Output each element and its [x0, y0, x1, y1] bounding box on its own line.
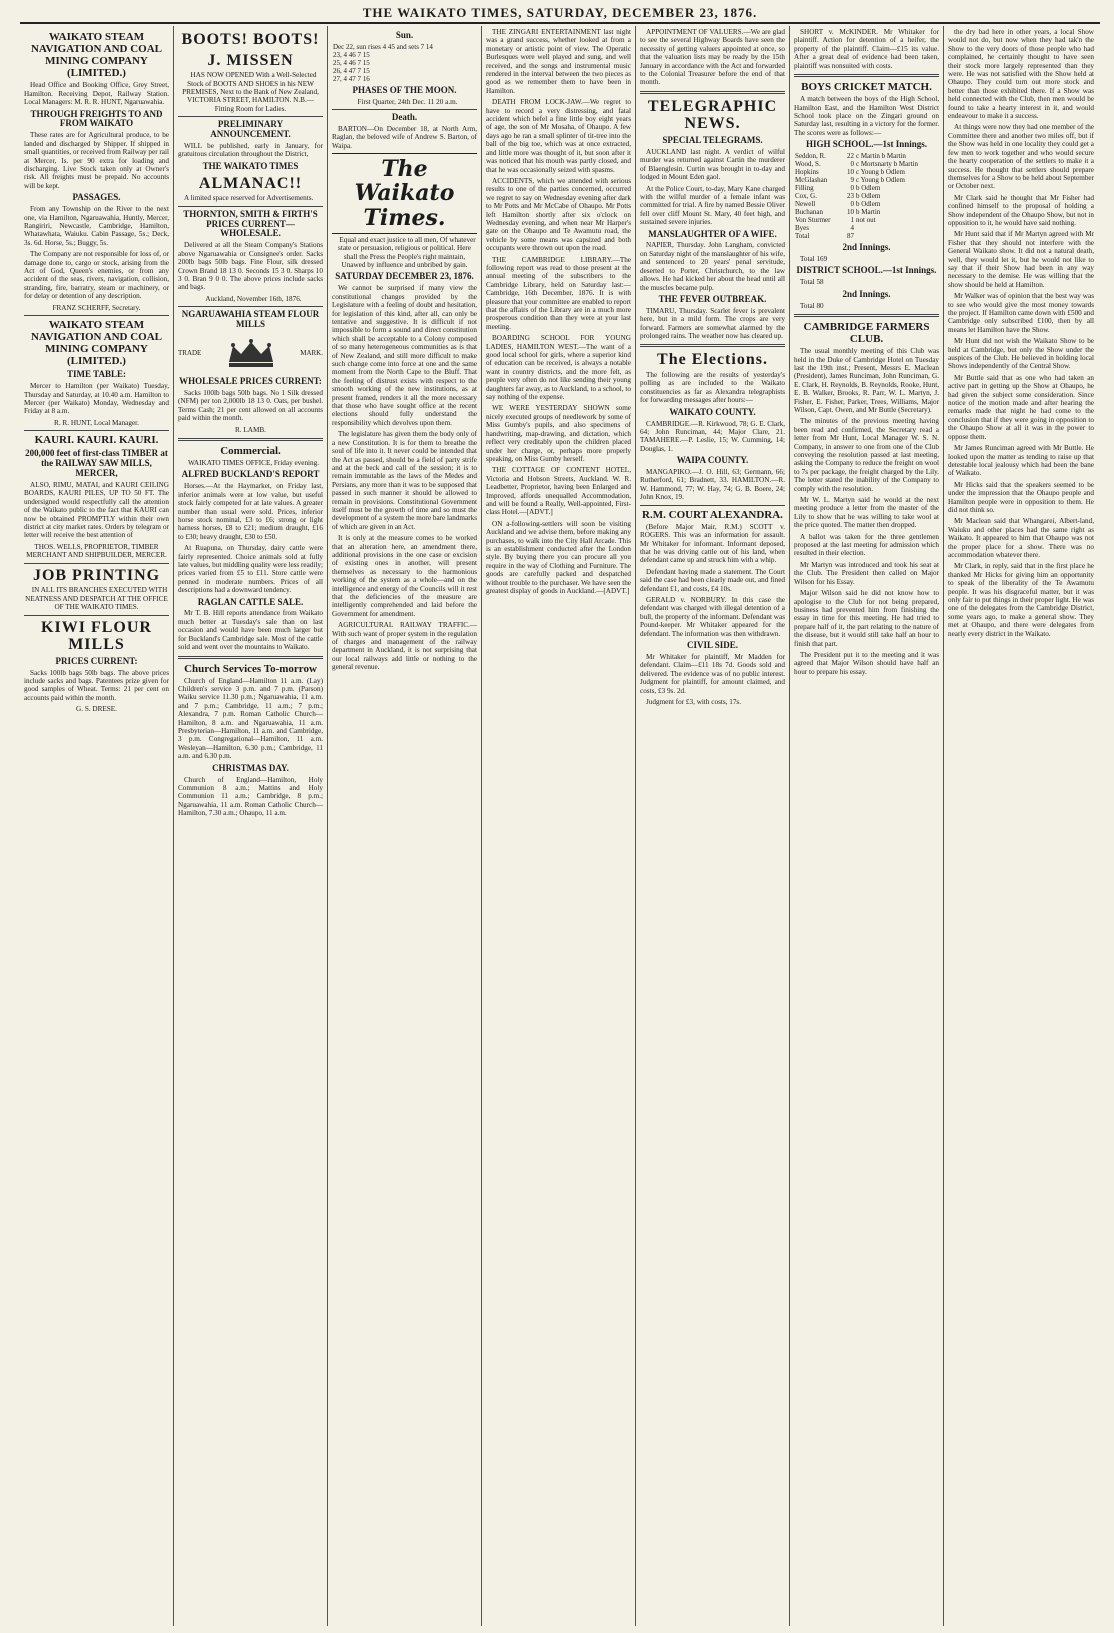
- editorial-paragraph: The legislature has given them the body only of a new Constitution. It is for them to breathe the soul of life into it. It never could be intended that the Act as passed, should be a field of party strife and at the beck and call of the session; it is to remain immutable as the laws of the Medes and Persians, any more than it was to be supposed that passed in such manner it should be allowed to remain in provisions. Constitutional Government itself must be the growth of time and so must the development of a system the more bare landmarks of which are given in an Act.: [332, 430, 477, 531]
- advert-text: HAS NOW OPENED With a Well-Selected Stock of BOOTS AND SHOES in his NEW PREMISES, Next to the Bank of New Zealand, VICTORIA STREET, HAMILTON. N.B.—Fitting Room for Ladies.: [182, 71, 319, 113]
- advert-heading-wholesale: WHOLESALE PRICES CURRENT:: [179, 376, 322, 386]
- article-paragraph: Major Wilson said he did not know how to apologise to the Club for not being prepared, business had prevented him from finishing the essay in time for this meeting. He had tried to prepare half of it, the part relating to the nature of the disease, but it would still take half an hour to finish that part.: [794, 589, 939, 648]
- section-heading-church: Church Services To-morrow: [184, 662, 317, 675]
- crown-crest-icon: [221, 336, 281, 370]
- sun-cell: 25, 4 46 7 15: [333, 58, 370, 67]
- article-paragraph: The following are the results of yesterday's polling as are included to the Waikato constituencies as far as Alexandra telegraphists for forwarding messages after hours:—: [640, 371, 785, 405]
- article-paragraph: Mr Hicks said that the speakers seemed to be under the impression that the Ohaupo people and Hamilton people were in opposition to them. He did not think so.: [948, 480, 1094, 514]
- divider: [794, 314, 939, 317]
- article-paragraph: A match between the boys of the High School, Hamilton East, and the Hamilton West District School took place on the Zingari ground on Saturday last, resulting in a victory for the former. The scores were as follows:—: [794, 95, 939, 137]
- advert-text: Delivered at all the Steam Company's Stations above Ngaruawahia or Consignee's order. Sacks 200lb bags 50lb bags. Fine Flour, silk dressed Crown Brand 18 13 0. Seconds 15 3 0. Sharps 10 3 0. Bran 9 0 0. The above prices include sacks and bags.: [178, 241, 323, 292]
- score-cell: c Mortsnarty b Martin: [855, 160, 918, 169]
- sun-cell: 23, 4 46 7 15: [333, 50, 370, 59]
- score-cell: c Young b Odlem: [855, 176, 905, 185]
- advert-text: Sacks 100lb bags 50lb bags. No 1 Silk dressed (NFM) per ton 2,000lb 18 13 0. Oats, per bushel. Terms Cash; 21 per cent allowed on all accounts paid within the month.: [178, 388, 323, 423]
- news-item: THE CAMBRIDGE LIBRARY.—The following report was read to those present at the annual meeting of the subscribers to the Cambridge Library, held on Saturday last:—Cambridge, 16th December, 1876. It is with pleasure that your committee are enabled to report that the affairs of the Library are in a much more prosperous condition than they were at your last meeting.: [486, 255, 631, 331]
- score-row: [794, 200, 939, 208]
- section-heading-raglan: RAGLAN CATTLE SALE.: [197, 596, 304, 607]
- section-heading-fever: THE FEVER OUTBREAK.: [658, 293, 767, 304]
- score-cell: 1: [850, 216, 854, 225]
- divider: [178, 438, 323, 441]
- news-item: ON a-following-settlers will soon be visiting Auckland and we advise them, before making any purchases, to walk into the City Hall Arcade. This is an establishment conducted after the London style. By buying there you can procure all you require in the way of Clothing and Furniture. The goods are carefully packed and despatched without trouble to the purchaser. We have seen the greatest display of goods in Auckland.—[ADVT.]: [486, 519, 631, 595]
- score-cell: 10: [846, 168, 854, 177]
- trade-mark-row: [178, 332, 323, 374]
- advert-heading-announcement: PRELIMINARY ANNOUNCEMENT.: [210, 119, 291, 140]
- advert-heading-kauri: KAURI. KAURI. KAURI.: [34, 434, 159, 447]
- sun-row: [332, 75, 477, 83]
- article-paragraph: The usual monthly meeting of this Club was held in the Duke of Cambridge Hotel on Tuesday last the 19th inst.; Present, Messrs E. Maclean (President), James Runciman, John Runciman, G. E. Clark, H. Reynolds, B. Reynolds, Rooke, Hunt, E. B. Walker, Brooks, R. Parr, W. L. Martyn, J. Fisher, E. Fisher, Parker, Trees, Williams, Major Wilson, Capt. Owen, and Mr Buttle (Secretary).: [794, 347, 939, 414]
- innings-heading: HIGH SCHOOL.—1st Innings.: [805, 139, 928, 150]
- advert-heading-ngaruawahia: NGARUAWAHIA STEAM FLOUR MILLS: [181, 309, 320, 330]
- advert-heading-missen: J. MISSEN: [207, 51, 294, 69]
- score-cell: Byes: [795, 224, 809, 233]
- editorial-paragraph: We cannot be surprised if many view the constitutional changes provided by the Legislature with a feeling of doubt and hesitation, for legislation of this kind, after all, can only be tentative and suggestive. It is difficult if not impossible to form a sound and direct constitution which shall be acceptable to a Colony composed of so many heterogeneous communities as is that of New Zealand, and still more difficult to make such change come into force at one and the same moment from the North Cape to the Bluff. That the feeling of distrust exists with respect to the smooth working of the new institutions, as at present framed, renders it all the more necessary that those who have sought office at the recent elections should fully understand the responsibility which devolves upon them.: [332, 284, 477, 427]
- article-paragraph: Church of England—Hamilton 11 a.m. (Lay) Children's service 3 p.m. and 7 p.m. (Parson) Waiku service 11.30 p.m.; Ngaruawahia, 11 a.m. and 7 p.m.; Cambridge, 11 a.m.; 7 p.m.; Alexandra, 7 p.m. Roman Catholic Church—Hamilton, 8 a.m. and Ngaruawahia, 11 a.m. Presbyterian—Hamilton, 11 a.m. and Cambridge, 3 p.m. Congregational—Hamilton, 11 a.m. Wesleyan—Hamilton, 6.30 p.m.; Cambridge, 11 a.m. and 6.30 p.m.: [178, 676, 323, 761]
- signature: R. LAMB.: [235, 425, 266, 434]
- section-heading-waipa-county: WAIPA COUNTY.: [676, 455, 749, 466]
- article-paragraph: Mr Maclean said that Whangarei, Albert-land, Waiuku and other places had the same right as Waikato. It appeared to him that Ohaupo was not the proper place for a show. There was no accommodation whatever there.: [948, 517, 1094, 559]
- sun-row: [332, 67, 477, 75]
- advert-text: The Company are not responsible for loss of, or damage done to, cargo or stock, arising from the Act of God, Queen's enemies, or from any accident of the seas, rivers, navigation, collision, stranding, fire, barratry, steam or machinery, or for delay or detention of any description.: [24, 250, 169, 301]
- score-cell: Seddon, R.: [795, 152, 826, 161]
- article-paragraph: Mr Martyn was introduced and took his seat at the Club. The President then called on Major Wilson for his Essay.: [794, 560, 939, 586]
- dateline: WAIKATO TIMES OFFICE, Friday evening.: [187, 459, 320, 468]
- section-heading-moon: PHASES OF THE MOON.: [352, 84, 457, 95]
- court-report: GERALD v. NORBURY. In this case the defendant was charged with illegal detention of a bull, the property of the informant. Defendant was Pound-keeper. Mr Whitaker appeared for the defendant. The information was then withdrawn.: [640, 596, 785, 638]
- article-paragraph: The minutes of the previous meeting having been read and confirmed, the Secretary read a letter from Mr Hunt, Local Manager W. S. N. Company, in answer to one from one of the Club conveying the resolution passed at last meeting, asking the Company to reduce the freight on wool to 7s per package, the freight charged by the Lily. The letter stated the inability of the Company to comply with the resolution.: [794, 417, 939, 493]
- score-cell: 23: [846, 192, 854, 201]
- score-cell: not out: [855, 216, 876, 225]
- section-heading-elections: The Elections.: [657, 351, 768, 369]
- score-row: [794, 232, 939, 240]
- advert-heading-passages: PASSAGES.: [72, 192, 121, 203]
- innings-total: Total 169: [800, 254, 828, 263]
- score-row: [794, 160, 939, 168]
- editorial-paragraph: AGRICULTURAL RAILWAY TRAFFIC.—With such want of proper system in the regulation of charges and management of the railway department in Auckland, it is not surprising that our local railways add little or nothing to the general revenue.: [332, 621, 477, 672]
- advert-heading-kiwi-flour: KIWI FLOUR MILLS: [41, 618, 152, 654]
- advert-text: Mercer to Hamilton (per Waikato) Tuesday, Thursday and Saturday, at 10.40 a.m. Hamilton to Mercer (per Waikato) Monday, Wednesday and Friday at 8 a.m.: [24, 382, 169, 416]
- court-report: Judgment for £3, with costs, 17s.: [646, 697, 742, 706]
- column-1: [20, 26, 174, 1626]
- advert-text: Sacks 100lb bags 50lb bags. The above prices include sacks and bags. Patentees prize given for good samples of Wheat. Terms: 21 per cent on accounts paid within the month.: [24, 668, 169, 702]
- article-paragraph: the dry bad here in other years, a local Show would not do, but now when they had tak'n the Show to the very doors of those people who had complained, he certainly thought to have seen their stock more largely represented than they were. He was not satisfied with the Show held at Ohaupo. They could turn out more stock and better than those exhibited there. If a Show was held connected with the Club, then men would be found to take a hearty interest in it, and would endeavour to make it a success.: [948, 28, 1094, 121]
- court-report: SHORT v. McKINDER. Mr Whitaker for plaintiff. Action for detention of a heifer, the property of the plaintiff. Claim—£15 its value. After a great deal of evidence had been taken, plaintiff was nonsuited with costs.: [794, 28, 939, 70]
- telegram: At the Police Court, to-day, Mary Kane charged with the wilful murder of a female infant was committed for trial. A fire by named Bessie Oliver fell over cliff Mount St. Mary, 40 feet high, and sustained severe injuries.: [640, 184, 785, 227]
- telegram: TIMARU, Thursday. Scarlet fever is prevalent here, but in a mild form. The crops are very forward. Farmers are somewhat alarmed by the prolonged rains. The weather now has cleared up.: [640, 306, 785, 341]
- divider: [24, 430, 169, 431]
- advert-heading-steam-navigation: WAIKATO STEAM NAVIGATION AND COAL MINING COMPANY (LIMITED.): [30, 31, 162, 80]
- editorial-date: SATURDAY DECEMBER 23, 1876.: [335, 271, 474, 282]
- court-report: Defendant having made a statement. The Court said the case had been clearly made out, and fined defendant £1, and costs, £4 10s.: [640, 567, 785, 593]
- article-paragraph: Mr W. L. Martyn said he would at the next meeting produce a letter from the master of the Lily to show that he was willing to take wool at the price quoted. The matter then dropped.: [794, 496, 939, 530]
- trade-label: TRADE: [178, 348, 202, 357]
- sun-cell: Dec 22, sun rises 4 45 and sets 7 14: [333, 42, 433, 51]
- article-paragraph: Church of England—Hamilton, Holy Communion 8 a.m.; Mattins and Holy Communion 11 a.m.; Cambridge, 8 p.m.; Ngaruawahia, 11 a.m. Roman Catholic Church—Hamilton, 7.30 a.m.; Ohaupo, 11 a.m.: [178, 775, 323, 818]
- score-cell: 87: [846, 232, 854, 241]
- telegram: AUCKLAND last night. A verdict of wilful murder was returned against Cartin the murderer of Blaenglesin. Curtin was brought in to-day and lodged in Mount Eden gaol.: [640, 147, 785, 182]
- news-item: THE ZINGARI ENTERTAINMENT last night was a grand success, whether looked at from a monetary or artistic point of view. The Operatic Burlesques were well played and sung, and well received, and the songs and instrumental music rendered in the interval between the two pieces as good as we remember them to have been in Hamilton.: [486, 28, 631, 95]
- innings-total: Total 80: [800, 301, 824, 310]
- score-table: [794, 152, 939, 240]
- divider: [178, 206, 323, 207]
- advert-heading-almanac: ALMANAC!!: [198, 174, 303, 192]
- column-4: [482, 26, 636, 1626]
- signature: THOS. WELLS, PROPRIETOR, TIMBER MERCHANT AND SHIPBUILDER, MERCER.: [26, 542, 167, 560]
- advert-heading-timber: 200,000 feet of first-class TIMBER at the RAILWAY SAW MILLS, MERCER,: [25, 448, 168, 479]
- sun-row: [332, 43, 477, 51]
- score-cell: [855, 232, 939, 240]
- article-paragraph: Mr Hunt said that if Mr Martyn agreed with Mr Fisher that they should not interfere with the General Waikato show. It did not a natural death, well, they would let it, but he would not like to say that if their Show had been in any way necessary to the demise. He was willing that the show should be held at Hamilton.: [948, 230, 1094, 289]
- score-row: [794, 168, 939, 176]
- masthead: [20, 4, 1100, 24]
- mark-label: MARK.: [300, 348, 323, 357]
- advert-text: Auckland, November 16th, 1876.: [205, 294, 302, 303]
- signature: FRANZ SCHERFF, Secretary.: [52, 303, 141, 312]
- article-paragraph: At things were now they had one member of the Committee there and another two miles off, but if the Show was held in one locality they could get a few men to work together and who would secure the hearty cooperation of the settlers to make it a success. He thought that settlers should prepare themselves for a Show to be held about September or October next.: [948, 123, 1094, 191]
- sun-cell: 27, 4 47 7 16: [333, 74, 370, 83]
- score-cell: 9: [850, 176, 854, 185]
- advert-heading-thornton: THORNTON, SMITH & FIRTH'S PRICES CURRENT—WHOLESALE.: [183, 208, 318, 239]
- divider: [178, 306, 323, 307]
- article-paragraph: Mr Clark said he thought that Mr Fisher had confined himself to the proposal of holding a Show independent of the Ohaupo Show, but not in opposition to it, he would have said nothing.: [948, 193, 1094, 227]
- section-heading-commercial: Commercial.: [220, 444, 281, 457]
- advert-heading-time-table: TIME TABLE:: [67, 369, 126, 380]
- motto: Equal and exact justice to all men, Of whatever state or persuasion, religious or political. Here shall the Press the People's right maintain, Unawed by influence and unbribed by gain.: [338, 235, 476, 270]
- score-row: [794, 176, 939, 184]
- score-row: [794, 224, 939, 232]
- sun-row: [332, 51, 477, 59]
- article-paragraph: Mr Clark, in reply, said that in the first place he thanked Mr Hicks for giving him an opportunity to speak of the liberality of the Te Awamutu people. It was his disgraceful matter, but it was only fair to put things in their proper light. He was one of the delegates from the Cambridge District, some years ago, to make a general show. They met at Ohaupo, and there were delegates from nearly every district in the Waikato.: [948, 562, 1094, 638]
- divider: [24, 563, 169, 564]
- sun-cell: 26, 4 47 7 15: [333, 66, 370, 75]
- section-heading-waikato-county: WAIKATO COUNTY.: [669, 406, 756, 417]
- score-cell: c Young b Odlem: [855, 168, 905, 177]
- score-cell: Total: [795, 232, 810, 241]
- election-results: MANGAPIKO.—J. O. Hill, 63; Germann, 66; Rutherford, 61; Bradnett, 33. HAMILTON.—R. W. Hammond, 77; W. Hay, 74; G. B. Boere, 24; John Knox, 19.: [640, 468, 785, 502]
- score-cell: 0: [850, 200, 854, 209]
- advert-heading-times: THE WAIKATO TIMES: [202, 160, 299, 171]
- divider: [24, 615, 169, 616]
- moon-phase: First Quarter, 24th Dec. 11 20 a.m.: [357, 97, 458, 106]
- score-cell: b Odlem: [855, 200, 881, 209]
- score-cell: Cox, G.: [795, 192, 817, 201]
- death-notice: BARTON—On December 18, at North Arm, Raglan, the beloved wife of Andrew S. Barton, of Waipa.: [332, 125, 477, 150]
- article-paragraph: Mr T. B. Hill reports attendance from Waikato much better at Tuesday's sale than on last occasion and would have been much larger but for Buckland's Cambridge sale. Most of the cattle sold and went over the mountains to Waikato.: [178, 609, 323, 652]
- section-heading-farmers-club: CAMBRIDGE FARMERS CLUB.: [803, 320, 930, 346]
- section-heading-buckland: ALFRED BUCKLAND'S REPORT: [181, 469, 320, 480]
- section-heading-cricket: BOYS CRICKET MATCH.: [801, 81, 932, 94]
- news-item: THE COTTAGE OF CONTENT HOTEL, Victoria and Hobson Streets, Auckland. W. R. Leadbetter, Proprietor, having been Enlarged and Improved, affords unequalled Accommodation, and will be found a Really, Well-appointed, First-class Hotel.—[ADVT.]: [486, 466, 631, 517]
- telegram: NAPIER, Thursday. John Langham, convicted on Saturday night of the manslaughter of his wife, and sentenced to 20 years' penal servitude, deserted to Porter, Christchurch, to the law allows. He had kicked her about the head until all the muscles became pulp.: [640, 241, 785, 292]
- sun-row: [332, 59, 477, 67]
- divider: [178, 116, 323, 117]
- score-cell: Wood, S.: [795, 160, 821, 169]
- section-heading-manslaughter: MANSLAUGHTER OF A WIFE.: [648, 228, 777, 239]
- advert-text: A limited space reserved for Advertisements.: [184, 194, 314, 203]
- editorial-paragraph: It is only at the measure comes to be worked that an alteration here, an amendment there, additional provisions in the one case or excision of existing ones in another, will present themselves as necessary to the harmonious working of the system as a whole—and on the intelligence and energy of the Councils will it rest that the deficiencies of the measure are intelligently comprehended and laid before the Government for amendment.: [332, 534, 477, 618]
- innings-heading: 2nd Innings.: [842, 288, 891, 299]
- section-heading-sun: Sun.: [395, 30, 414, 40]
- divider: [794, 74, 939, 77]
- score-cell: 4: [850, 224, 854, 233]
- score-cell: 22: [846, 152, 854, 161]
- column-3: [328, 26, 482, 1626]
- score-cell: Von Sturmer: [795, 216, 831, 225]
- newspaper-nameplate: The Waikato Times.: [332, 153, 477, 234]
- score-row: [794, 184, 939, 192]
- advert-text: ALSO, RIMU, MATAI, and KAURI CEILING BOARDS, KAURI PILES, UP TO 50 FT. The undersigned would respectfully call the attention of the Waikato public to the fact that KAURI can now be obtained PROMPTLY within their own district at city market rates. Orders by telegram or letter will receive the best attention of: [24, 481, 169, 540]
- section-heading-death: Death.: [391, 112, 418, 123]
- column-2: [174, 26, 328, 1626]
- article-paragraph: Horses.—At the Haymarket, on Friday last, inferior animals were at low value, but useful stock fairly competed for at late values. A greater number than usual were sold. Prices, inferior horse stock nominal, £3 to £6; strong or light harness horses, £8 to £21; medium draught, £16 to £30; heavy draught, £30 to £50.: [178, 482, 323, 541]
- section-heading-telegraphic: TELEGRAPHIC NEWS.: [647, 97, 778, 133]
- column-6: [790, 26, 944, 1626]
- divider: [178, 656, 323, 659]
- advert-heading-job-printing: JOB PRINTING: [32, 566, 161, 584]
- innings-heading: 2nd Innings.: [842, 242, 891, 253]
- article-paragraph: Mr James Runciman agreed with Mr Buttle. He looked upon the matter as tending to raise up that detestable local jealousy which had been the bane of Waikato.: [948, 444, 1094, 478]
- court-report: Mr Whitaker for plaintiff, Mr Madden for defendant. Claim—£11 18s 7d. Goods sold and delivered. The evidence was of no public interest. Judgment for plaintiff, for amount claimed, and costs, £3 9s. 2d.: [640, 652, 785, 695]
- divider: [640, 505, 785, 506]
- score-row: [794, 192, 939, 200]
- section-heading-civil: CIVIL SIDE.: [686, 640, 739, 651]
- advert-text: From any Township on the River to the next one, via Hamilton, Ngaruawahia, Huntly, Mercer, Rangiriri, Newcastle, Cambridge, Hamilton, Whatawhata, Waiuku. Cabin Passage, 5s.; Deck, 3s. 6d. Horse, 5s.; Buggy, 5s.: [24, 205, 169, 247]
- divider: [640, 91, 785, 94]
- score-cell: 0: [850, 160, 854, 169]
- news-item: ACCIDENTS, which we attended with serious results to one of the parties concerned, occurred we regret to say on Wednesday evening after dark to Mr Potts and Mr McCabe of Ohaupo. Mr Potts left Hamilton shortly after six o'clock on Wednesday evening, and when near Mr Harper's gate on the Ohaupo and Te Awamutu road, the vehicle by some means was capsized and both occupants were thrown out upon the road.: [486, 176, 631, 253]
- news-item: WE WERE YESTERDAY SHOWN some nicely executed groups of needlework by some of Miss Gumby's pupils, and also specimens of handwriting, map-drawing, and dictation, which reflect very creditably upon the children placed under her charge, or, perhaps more properly speaking, on Miss Gumby herself.: [486, 404, 631, 463]
- court-report: (Before Major Mair, R.M.) SCOTT v. ROGERS. This was an information for assault. Mr Whitaker for informant. Informant deposed, that he was driving cattle out of his land, when defendant came up and struck him with a whip.: [640, 522, 785, 565]
- sun-table: [332, 43, 477, 83]
- article-paragraph: The President put it to the meeting and it was agreed that Major Wilson should have half an hour to prepare his essay.: [794, 650, 939, 676]
- score-cell: Newell: [795, 200, 816, 209]
- score-cell: Filling: [795, 184, 814, 193]
- score-cell: McGlashan: [795, 176, 828, 185]
- score-cell: b Odlem: [855, 184, 881, 193]
- news-item: BOARDING SCHOOL FOR YOUNG LADIES, HAMILTON WEST.—The want of a good local school for girls, where a superior kind of education can be received, is always a notable want in country districts, and the more felt, as people very often do not like sending their young daughters far away, as to Auckland, to a school, to say nothing of the expense.: [486, 334, 631, 402]
- score-row: [794, 216, 939, 224]
- column-5: [636, 26, 790, 1626]
- column-7: [944, 26, 1098, 1626]
- score-cell: b Odlem: [855, 192, 881, 201]
- news-item: APPOINTMENT OF VALUERS.—We are glad to see the several Highway Boards have seen the necessity of getting valuers appointed at once, so that the valuation lists may be ready by the 15th January in accordance with the Act and forwarded to the Colonial Treasurer before the end of that month.: [640, 28, 785, 87]
- advert-text: Head Office and Booking Office, Grey Street, Hamilton. Receiving Depot, Railway Station. Local Managers: M. R. R. HUNT, Ngaruawahia.: [24, 81, 169, 107]
- score-cell: [855, 224, 939, 232]
- score-cell: 0: [850, 184, 854, 193]
- score-cell: b Martin: [855, 208, 881, 217]
- section-heading-court: R.M. COURT ALEXANDRA.: [642, 508, 783, 521]
- signature: G. S. DRESE.: [76, 705, 117, 714]
- section-heading-special: SPECIAL TELEGRAMS.: [662, 135, 763, 146]
- innings-total: Total 58: [800, 278, 824, 287]
- advert-text: WILL be published, early in January, for gratuitous circulation throughout the District,: [178, 142, 323, 159]
- advert-heading-boots: BOOTS! BOOTS!: [181, 31, 320, 48]
- columns: [20, 26, 1102, 1626]
- election-results: CAMBRIDGE.—R. Kirkwood, 78; G. E. Clark, 64; John Runciman, 44; Major Clare, 21. TAMAHERE.—P. Leslie, 15; W. Cumming, 14; Douglas, 1.: [640, 419, 785, 453]
- score-row: [794, 208, 939, 216]
- divider: [24, 315, 169, 316]
- advert-heading-steam-navigation-2: WAIKATO STEAM NAVIGATION AND COAL MINING COMPANY (LIMITED.): [30, 318, 162, 368]
- article-paragraph: A ballot was taken for the three gentlemen proposed at the last meeting for admission which resulted in their election.: [794, 532, 939, 558]
- article-paragraph: Mr Walker was of opinion that the best way was to see who would give the most money towards the project. If Hamilton came down with £500 and Cambridge only subscribed £100, then by all means let Hamilton have the Show.: [948, 292, 1094, 334]
- innings-heading: DISTRICT SCHOOL.—1st Innings.: [796, 265, 937, 276]
- score-cell: Hopkins: [795, 168, 819, 177]
- divider: [640, 344, 785, 347]
- score-cell: c Martin b Martin: [855, 152, 906, 161]
- score-row: [794, 152, 939, 160]
- advert-heading-freights: THROUGH FREIGHTS TO AND FROM WAIKATO: [30, 108, 163, 129]
- article-paragraph: At Ruapuna, on Thursday, dairy cattle were fairly represented. Choice animals sold at fully late values, but middling quality were less readily; prices varied from £5 to £11. Store cattle were penned in moderate numbers. Prices of all descriptions had a downward tendency.: [178, 544, 323, 595]
- signature: R. R. HUNT, Local Manager.: [54, 418, 139, 427]
- section-heading-christmas: CHRISTMAS DAY.: [212, 762, 289, 773]
- masthead-title: THE WAIKATO TIMES, SATURDAY, DECEMBER 23, 1876.: [362, 5, 758, 20]
- advert-text: IN ALL ITS BRANCHES EXECUTED WITH NEATNESS AND DESPATCH AT THE OFFICE OF THE WAIKATO TIMES.: [25, 586, 168, 612]
- article-paragraph: Mr Hunt did not wish the Waikato Show to be held at Cambridge, but only the Show under the auspices of the Club. He believed in holding local Shows independently of the Central Show.: [948, 337, 1094, 371]
- score-cell: Buchanan: [795, 208, 823, 217]
- article-paragraph: Mr Buttle said that as one who had taken an active part in getting up the Show at Ohaupo, he had given the subject some consideration. Since notice of the motion made and after hearing the remarks made that night he had come to the conclusion that if they were going in opposition to the Ohaupo Show at all it was in the power to oppose them.: [948, 373, 1094, 441]
- advert-text: These rates are for Agricultural produce, to be landed and discharged by Shipper. If shipped in small quantities, or received from Railway per rail at Mercer, Is. per 90 extra for loading and discharging. Live Stock taken only at Owner's risk. All freights must be prepaid. No accounts will be kept.: [24, 131, 169, 190]
- divider: [332, 109, 477, 110]
- score-cell: 10: [846, 208, 854, 217]
- advert-heading-prices: PRICES CURRENT:: [55, 655, 138, 666]
- news-item: DEATH FROM LOCK-JAW.—We regret to have to record a very distressing, and fatal accident which befel a fine little boy eight years of age, the son of Mr Mosaha, of Ohaupo. A few days ago he ran a small splinter of tit-tree into the ball of the big toe, which was at once extracted, and little more was thought of it, but soon after it was noticed that his mouth was partly closed, and that he was occasionally seized with spasms.: [486, 98, 631, 174]
